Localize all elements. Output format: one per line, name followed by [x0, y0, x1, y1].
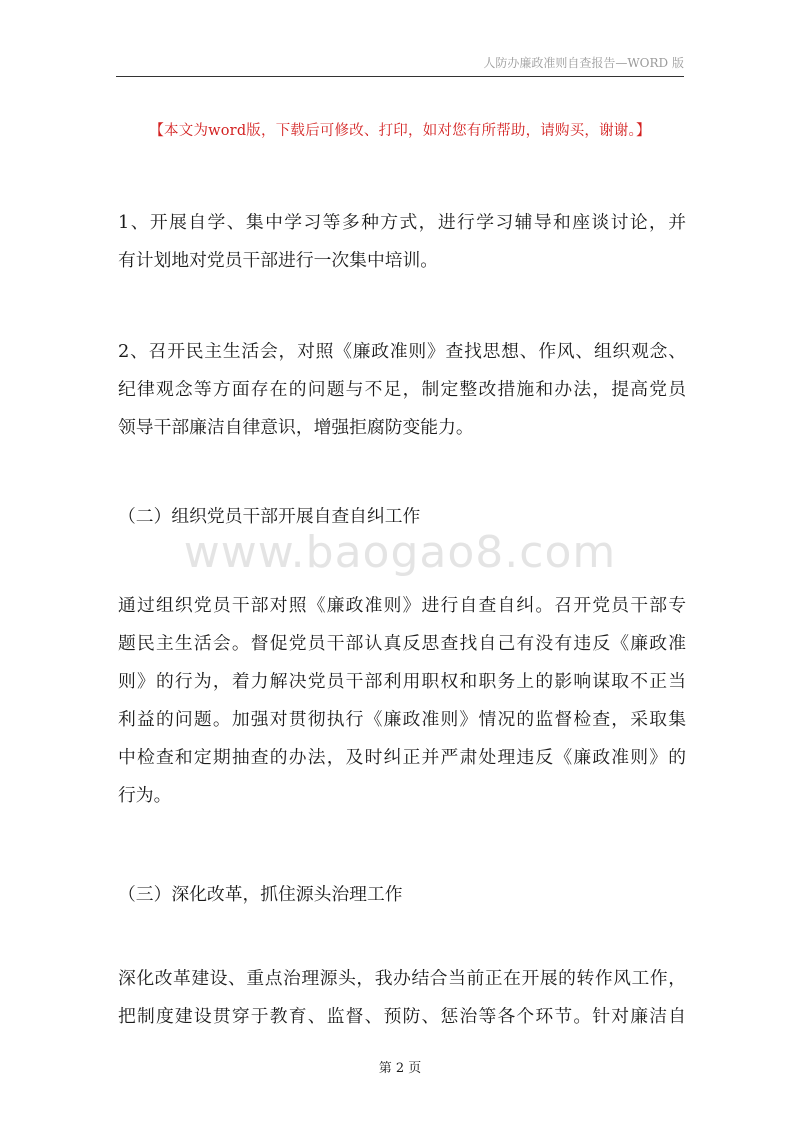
text-line: 1、开展自学、集中学习等多种方式，进行学习辅导和座谈讨论，并 [118, 212, 686, 233]
text-line: 则》的行为，着力解决党员干部利用职权和职务上的影响谋取不正当 [118, 671, 686, 692]
text-line: 行为。 [118, 785, 172, 806]
section-heading-3 [118, 876, 686, 914]
heading-text: （三）深化改革，抓住源头治理工作 [118, 884, 403, 905]
text-line: 领导干部廉洁自律意识，增强拒腐防变能力。 [118, 417, 474, 438]
page-prefix: 第 [378, 1061, 392, 1076]
text-line: 题民主生活会。督促党员干部认真反思查找自己有没有违反《廉政准 [118, 633, 686, 654]
page-suffix: 页 [408, 1061, 422, 1076]
text-line: 深化改革建设、重点治理源头，我办结合当前正在开展的转作风工作， [118, 968, 686, 989]
text-line: 利益的问题。加强对贯彻执行《廉政准则》情况的监督检查，采取集 [118, 709, 686, 730]
paragraph-2 [118, 333, 686, 447]
page-footer [0, 1057, 800, 1076]
text-line: 中检查和定期抽查的办法，及时纠正并严肃处理违反《廉政准则》的 [118, 747, 686, 768]
paragraph-4 [118, 960, 686, 1036]
section-heading-2 [118, 498, 686, 536]
header-divider [116, 76, 684, 77]
watermark: www.baogao8.com [183, 527, 617, 578]
text-line: 有计划地对党员干部进行一次集中培训。 [118, 250, 439, 271]
text-line: 2、召开民主生活会，对照《廉政准则》查找思想、作风、组织观念、 [118, 341, 686, 362]
text-line: 纪律观念等方面存在的问题与不足，制定整改措施和办法，提高党员 [118, 379, 686, 400]
paragraph-1 [118, 204, 686, 280]
purchase-notice: 【本文为word版，下载后可修改、打印，如对您有所帮助，请购买，谢谢。】 [149, 123, 651, 139]
running-header: 人防办廉政准则自查报告—WORD 版 [483, 56, 684, 70]
text-line: 把制度建设贯穿于教育、监督、预防、惩治等各个环节。针对廉洁自 [118, 1006, 686, 1027]
paragraph-3 [118, 587, 686, 815]
heading-text: （二）组织党员干部开展自查自纠工作 [118, 506, 421, 527]
page-number: 2 [395, 1061, 405, 1076]
text-line: 通过组织党员干部对照《廉政准则》进行自查自纠。召开党员干部专 [118, 595, 686, 616]
